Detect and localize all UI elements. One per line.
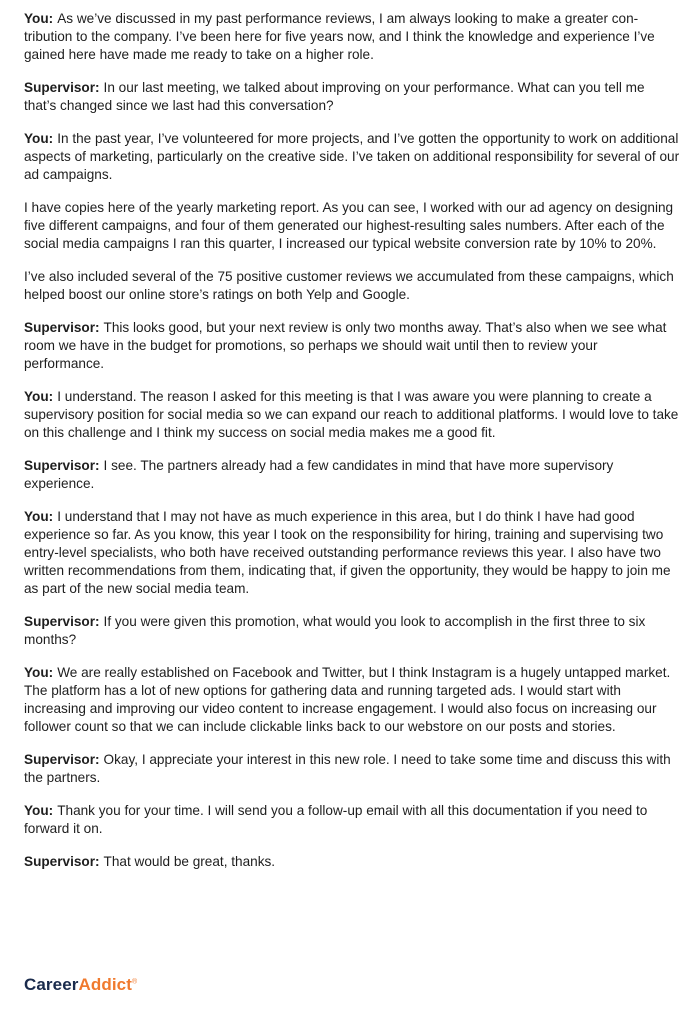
dialogue-line xyxy=(24,508,680,598)
speaker-label: You: xyxy=(24,131,54,146)
dialogue-line xyxy=(24,853,680,871)
dialogue-text: We are really established on Facebook and Twitter, but I think Instagram is a hugely untapped market. The platform has a lot of new options for gathering data and running targeted ads. I would start with increasing and improving our video content to increase engagement. I would also focus on increasing our follower count so that we can include clickable links back to our webstore on our posts and stories. xyxy=(24,665,671,734)
dialogue-text: I have copies here of the yearly marketing report. As you can see, I worked with our ad agency on designing five different campaigns, and four of them generated our highest-resulting sales numbers. After each of the social media campaigns I ran this quarter, I increased our typical website conversion rate by 10% to 20%. xyxy=(24,200,674,251)
speaker-label: You: xyxy=(24,11,54,26)
dialogue-text: This looks good, but your next review is only two months away. That’s also when we see what room we have in the budget for promotions, so perhaps we should wait until then to review your performance. xyxy=(24,320,667,371)
dialogue-text: If you were given this promotion, what would you look to accomplish in the first three to six months? xyxy=(24,614,646,647)
dialogue-text: Okay, I appreciate your interest in this new role. I need to take some time and discuss this with the partners. xyxy=(24,752,671,785)
logo-text-addict: Addict xyxy=(78,975,132,994)
dialogue-line xyxy=(24,802,680,838)
dialogue-line xyxy=(24,79,680,115)
dialogue-text: As we’ve discussed in my past performance reviews, I am always looking to make a greater con-tribution to the company. I’ve been here for five years now, and I think the knowledge and experience I’ve gained here have made me ready to take on a higher role. xyxy=(24,11,655,62)
dialogue-line xyxy=(24,664,680,736)
dialogue-text: That would be great, thanks. xyxy=(103,854,276,869)
dialogue-text: I understand that I may not have as much experience in this area, but I do think I have had good experience so far. As you know, this year I took on the responsibility for hiring, training and supervising two entry-level specialists, who both have received outstanding performance reviews this year. I also have two written recommendations from them, indicating that, if given the opportunity, they would be happy to join me as part of the new social media team. xyxy=(24,509,671,596)
dialogue-line xyxy=(24,199,680,253)
dialogue-line xyxy=(24,319,680,373)
speaker-label: Supervisor: xyxy=(24,320,100,335)
dialogue-line xyxy=(24,10,680,64)
dialogue-line xyxy=(24,268,680,304)
dialogue-line xyxy=(24,613,680,649)
speaker-label: You: xyxy=(24,665,54,680)
speaker-label: You: xyxy=(24,509,54,524)
dialogue-text: I understand. The reason I asked for this meeting is that I was aware you were planning to create a supervisory position for social media so we can expand our reach to additional platforms. I would love to take on this challenge and I think my success on social media makes me a good fit. xyxy=(24,389,679,440)
dialogue-line xyxy=(24,388,680,442)
speaker-label: You: xyxy=(24,389,54,404)
speaker-label: Supervisor: xyxy=(24,854,100,869)
logo-text-career: Career xyxy=(24,975,79,994)
speaker-label: Supervisor: xyxy=(24,752,100,767)
speaker-label: Supervisor: xyxy=(24,80,100,95)
dialogue-line xyxy=(24,457,680,493)
dialogue-text: I see. The partners already had a few candidates in mind that have more supervisory experience. xyxy=(24,458,614,491)
dialogue-line xyxy=(24,751,680,787)
dialogue-text: I’ve also included several of the 75 positive customer reviews we accumulated from these campaigns, which helped boost our online store’s ratings on both Yelp and Google. xyxy=(24,269,674,302)
dialogue-line xyxy=(24,130,680,184)
dialogue-text: In our last meeting, we talked about improving on your performance. What can you tell me that’s changed since we last had this conversation? xyxy=(24,80,645,113)
dialogue-text: In the past year, I’ve volunteered for more projects, and I’ve gotten the opportunity to work on additional aspects of marketing, particularly on the creative side. I’ve taken on additional responsibility for several of our ad campaigns. xyxy=(24,131,680,182)
speaker-label: Supervisor: xyxy=(24,614,100,629)
speaker-label: You: xyxy=(24,803,54,818)
registered-mark: ® xyxy=(131,978,138,986)
dialogue-transcript xyxy=(24,10,680,886)
careeraddict-logo xyxy=(24,975,137,995)
dialogue-text: Thank you for your time. I will send you a follow-up email with all this documentation if you need to forward it on. xyxy=(24,803,648,836)
speaker-label: Supervisor: xyxy=(24,458,100,473)
